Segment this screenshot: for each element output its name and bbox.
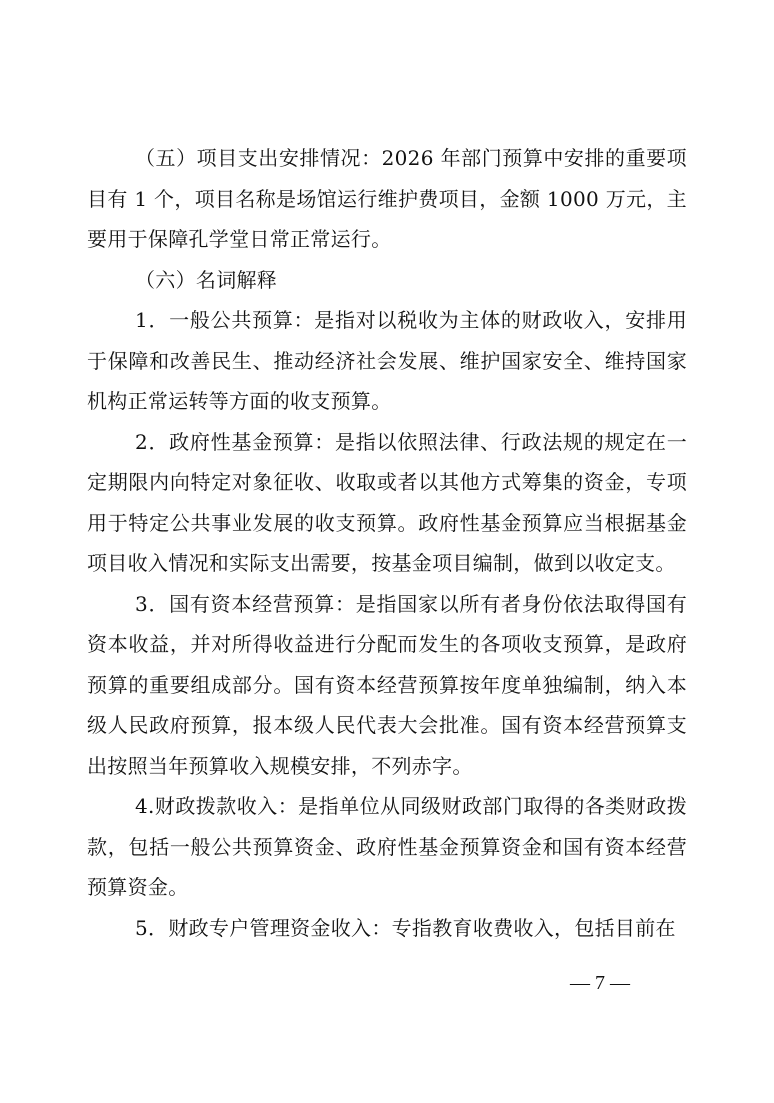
body-text — [87, 138, 687, 948]
paragraph-fiscal-appropriation-income: 4.财政拨款收入：是指单位从同级财政部门取得的各类财政拨款，包括一般公共预算资金、政府性基金预算资金和国有资本经营预算资金。 — [87, 794, 687, 899]
paragraph-general-public-budget: 1．一般公共预算：是指对以税收为主体的财政收入，安排用于保障和改善民生、推动经济社会发展、维护国家安全、维持国家机构正常运转等方面的收支预算。 — [87, 308, 687, 413]
paragraph-state-capital-budget: 3．国有资本经营预算：是指国家以所有者身份依法取得国有资本收益，并对所得收益进行分配而发生的各项收支预算，是政府预算的重要组成部分。国有资本经营预算按年度单独编制，纳入本级人民政府预算，报本级人民代表大会批准。国有资本经营预算支出按照当年预算收入规模安排，不列赤字。 — [87, 591, 687, 778]
page-number: — 7 — — [570, 972, 630, 994]
paragraph-project-expenditure: （五）项目支出安排情况：2026 年部门预算中安排的重要项目有 1 个，项目名称是场馆运行维护费项目，金额 1000 万元，主要用于保障孔学堂日常正常运行。 — [87, 146, 687, 251]
paragraph-special-account-income: 5．财政专户管理资金收入：专指教育收费收入，包括目前在 — [135, 915, 676, 940]
paragraph-government-fund-budget: 2．政府性基金预算：是指以依照法律、行政法规的规定在一定期限内向特定对象征收、收取或者以其他方式筹集的资金，专项用于特定公共事业发展的收支预算。政府性基金预算应当根据基金项目收入情况和实际支出需要，按基金项目编制，做到以收定支。 — [87, 429, 687, 575]
paragraph-glossary-heading: （六）名词解释 — [135, 267, 278, 292]
